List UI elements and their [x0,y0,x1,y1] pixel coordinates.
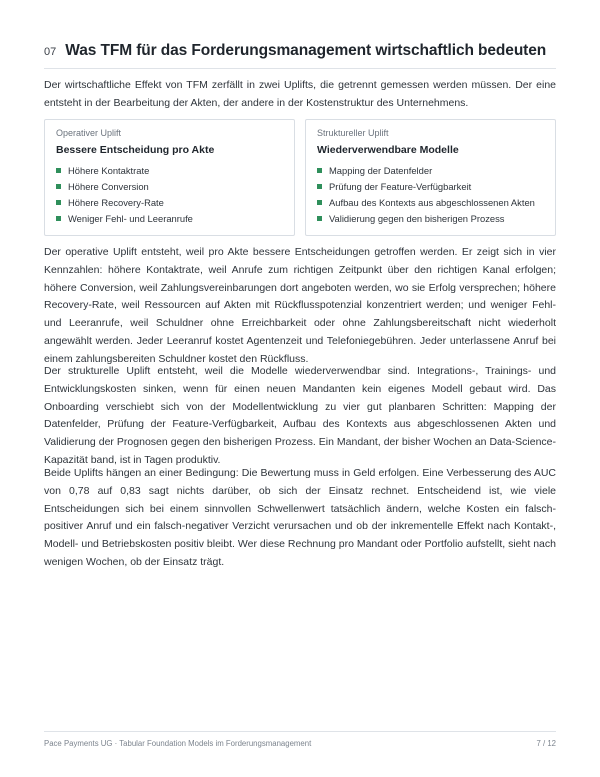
box-list [56,163,283,226]
structural-paragraph: Der strukturelle Uplift entsteht, weil die Modelle wiederverwendbar sind. Integrations-, Trainings- und Entwicklungskosten sinken, wenn für einen neuen Mandanten kein eigenes Modell gebaut wird. Das Onboarding verschiebt sich von der Modellentwicklung zu vier gut planbaren Schritten: Mapping der Datenfelder, Prüfung der Feature-Verfügbarkeit, Aufbau des Kontexts aus abgeschlossenen Akten und Validierung der Prognosen gegen den bisherigen Prozess. Ein Mandant, der bisher Wochen an Data-Science-Kapazität band, ist in Tagen produktiv. [44,365,556,466]
box-label: Struktureller Uplift [317,128,389,138]
bullet-square-icon [317,216,322,221]
list-item-text: Mapping der Datenfelder [329,165,433,177]
list-item [56,179,283,195]
page-footer [44,739,556,748]
bullet-square-icon [56,216,61,221]
box-list [317,163,544,226]
bullet-square-icon [317,168,322,173]
list-item-text: Höhere Kontaktrate [68,165,150,177]
bullet-square-icon [317,184,322,189]
header-divider [44,68,556,69]
bullet-square-icon [56,184,61,189]
bullet-square-icon [56,168,61,173]
list-item-text: Aufbau des Kontexts aus abgeschlossenen Akten [329,196,535,208]
operative-paragraph: Der operative Uplift entsteht, weil pro Akte bessere Entscheidungen getroffen werden. Er zeigt sich in vier Kennzahlen: höhere Kontaktrate, weil Anrufe zum richtigen Zeitpunkt über den richtigen Kanal erfolgen; höhere Conversion, weil Zahlungsvereinbarungen dort angeboten werden, wo sie Erfolg versprechen; höhere Recovery-Rate, weil Ressourcen auf Akten mit Rückflusspotenzial konzentriert werden; und weniger Fehl- und Leeranrufe, weil Schuldner ohne Erreichbarkeit oder ohne Zahlungsbereitschaft nicht wiederholt angewählt werden. Jeder Leeranruf kostet Agentenzeit und Telefoniegebühren. Jeder unterlassene Anruf bei einem zahlungsbereiten Schuldner kostet den Rückfluss. [44,246,556,365]
intro-paragraph: Der wirtschaftliche Effekt von TFM zerfällt in zwei Uplifts, die getrennt gemessen werden müssen. Der eine entsteht in der Bearbeitung der Akten, der andere in der Kostenstruktur des Unternehmens. [44,79,556,109]
list-item [317,179,544,195]
section-title: Was TFM für das Forderungsmanagement wirtschaftlich bedeuten [65,42,547,59]
footer-divider [44,731,556,732]
box-label: Operativer Uplift [56,128,122,138]
list-item-text: Prüfung der Feature-Verfügbarkeit [329,181,472,193]
conclusion-paragraph: Beide Uplifts hängen an einer Bedingung: Die Bewertung muss in Geld erfolgen. Eine Verbesserung des AUC von 0,78 auf 0,83 sagt nichts darüber, ob sich der Einsatz rechnet. Entscheidend ist, wie viele Entscheidungen sich bei einem sinnvollen Schwellenwert tatsächlich ändern, welche Kosten ein falsch-positiver Anruf und ein falsch-negativer Verzicht verursachen und ob der inkrementelle Effekt nach Kontakt-, Modell- und Betriebskosten positiv bleibt. Wer diese Rechnung pro Mandant oder Portfolio aufstellt, sieht nach wenigen Wochen, ob der Einsatz trägt. [44,467,556,568]
footer-text: Pace Payments UG · Tabular Foundation Models im Forderungsmanagement [44,739,312,748]
list-item [317,163,544,179]
list-item [56,163,283,179]
bullet-square-icon [56,200,61,205]
list-item [317,195,544,211]
list-item-text: Validierung gegen den bisherigen Prozess [329,212,505,224]
box-title: Wiederverwendbare Modelle [317,144,459,156]
box-title: Bessere Entscheidung pro Akte [56,144,215,156]
list-item [56,195,283,211]
list-item-text: Weniger Fehl- und Leeranrufe [68,212,193,224]
operative-uplift-box [44,119,295,236]
page-number: 7 / 12 [536,739,556,748]
uplift-boxes [44,119,556,236]
structural-uplift-box [305,119,556,236]
list-item [317,210,544,226]
list-item-text: Höhere Conversion [68,181,149,193]
list-item [56,210,283,226]
section-header [44,42,556,60]
list-item-text: Höhere Recovery-Rate [68,196,164,208]
bullet-square-icon [317,200,322,205]
section-number: 07 [44,46,57,58]
